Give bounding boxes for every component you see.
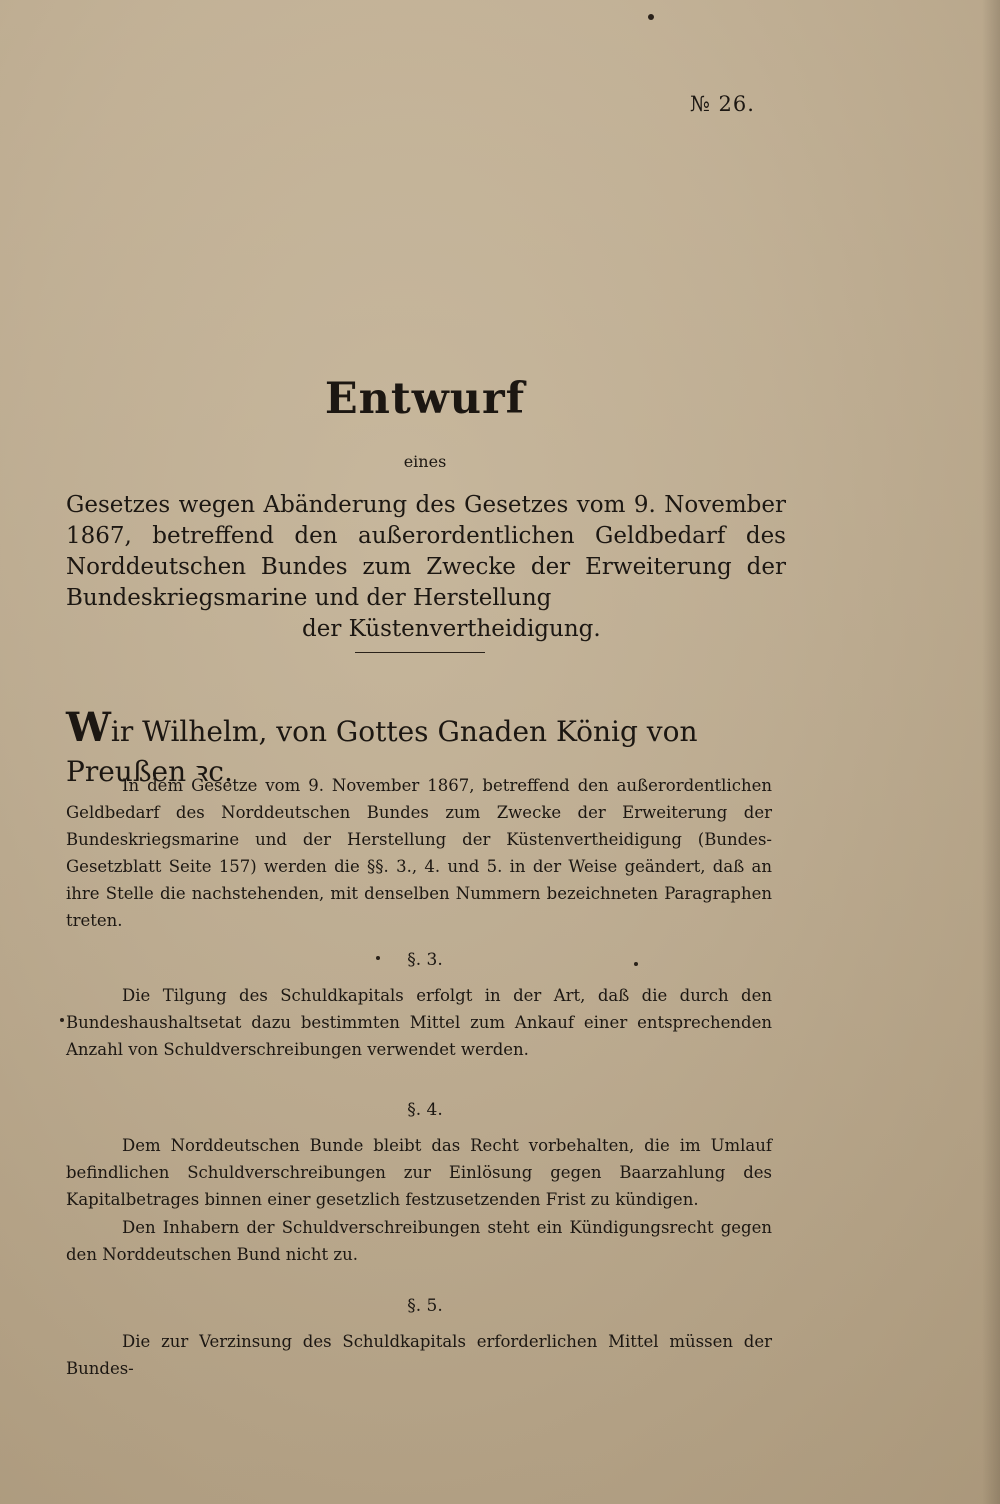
section-4-heading: §. 4. <box>407 1100 443 1120</box>
section-4-text: Dem Norddeutschen Bunde bleibt das Recht vorbehalten, die im Umlauf befindlichen Schuldverschreibungen zur Einlösung gegen Baarzahlung des Kapitalbetrages binnen einer gesetzlich festzusetzenden Frist zu kündigen. <box>66 1136 772 1209</box>
document-title: Entwurf <box>324 374 526 424</box>
intro-paragraph: In dem Gesetze vom 9. November 1867, betreffend den außerordentlichen Geldbedarf des Norddeutschen Bundes zum Zwecke der Erweiterung der Bundeskriegsmarine und der Herstellung der Küstenvertheidigung (Bundes-Gesetzblatt Seite 157) werden die §§. 3., 4. und 5. in der Weise geändert, daß an ihre Stelle die nachstehenden, mit denselben Nummern bezeichneten Paragraphen treten. <box>66 776 772 930</box>
law-title-last-line: der Küstenvertheidigung. <box>302 616 601 642</box>
law-title <box>66 490 786 645</box>
preamble-text: ir Wilhelm, von Gottes Gnaden König von Preußen ꝛc. <box>66 715 698 788</box>
document-subtitle: eines <box>403 452 447 471</box>
law-title-main: Gesetzes wegen Abänderung des Gesetzes vom 9. November 1867, betreffend den außerordentlichen Geldbedarf des Norddeutschen Bundes zum Zwecke der Erweiterung der Bundeskriegsmarine und der Herstellung <box>66 492 786 611</box>
section-5-heading: §. 5. <box>407 1296 443 1316</box>
ink-speck <box>60 1018 64 1022</box>
section-3-text: Die Tilgung des Schuldkapitals erfolgt in der Art, daß die durch den Bundeshaushaltsetat dazu bestimmten Mittel zum Ankauf einer entsprechenden Anzahl von Schuldverschreibungen verwendet werden. <box>66 986 772 1059</box>
page-number: № 26. <box>690 92 755 116</box>
section-3-heading: §. 3. <box>407 950 443 970</box>
ink-speck <box>648 14 654 20</box>
page-edge-shadow <box>982 0 1000 1504</box>
section-4-text-2: Den Inhabern der Schuldverschreibungen steht ein Kündigungsrecht gegen den Norddeutschen Bund nicht zu. <box>66 1218 772 1264</box>
title-divider <box>355 652 485 653</box>
section-5-text: Die zur Verzinsung des Schuldkapitals erforderlichen Mittel müssen der Bundes- <box>66 1332 772 1378</box>
preamble-initial: W <box>66 704 111 751</box>
